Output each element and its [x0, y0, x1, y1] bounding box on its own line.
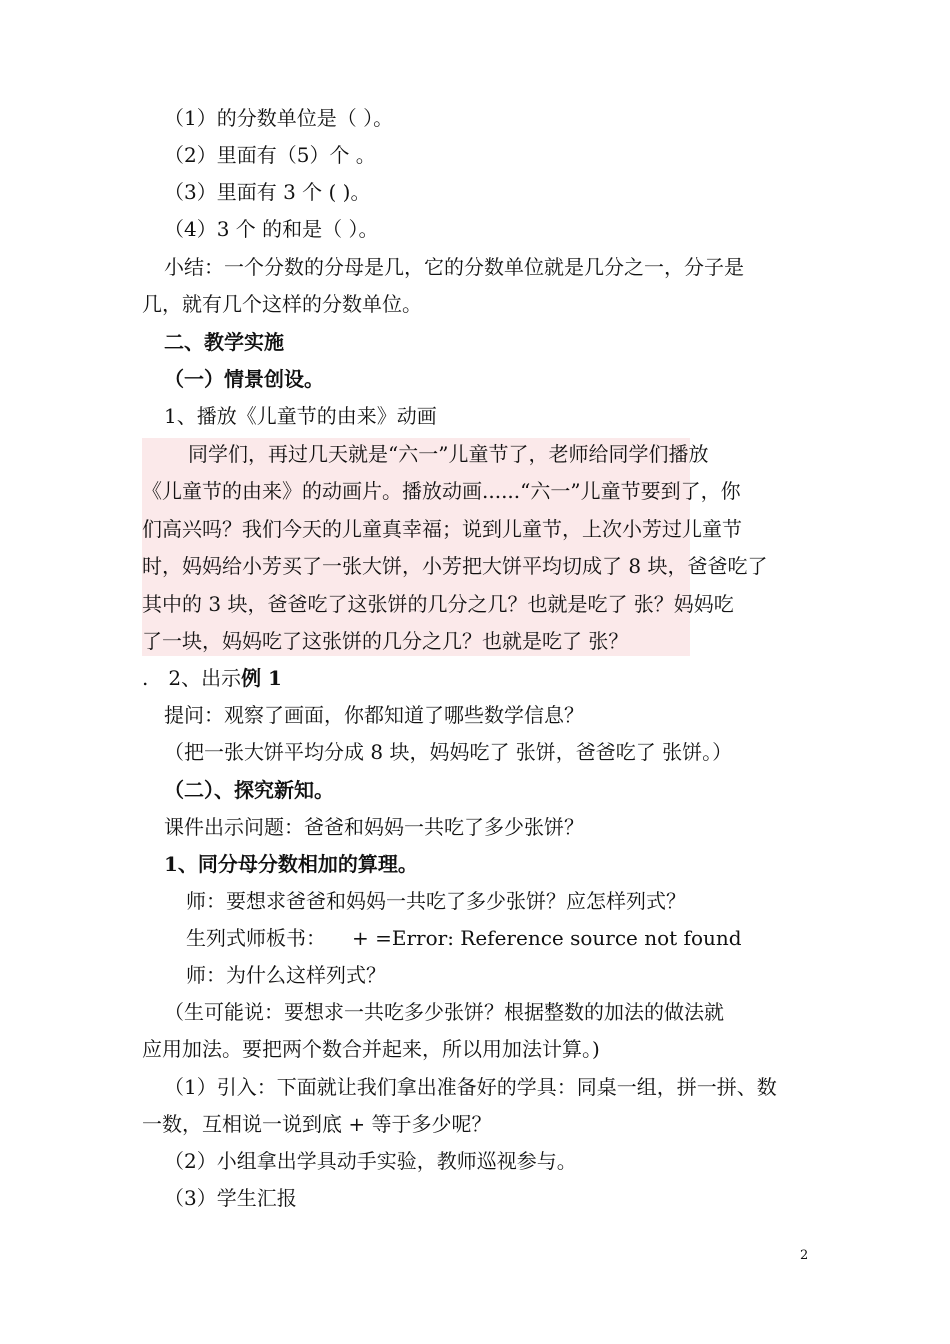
page-number: 2: [800, 1248, 809, 1263]
formula-text: + =Error: Reference source not found: [352, 926, 742, 950]
text-line: （把一张大饼平均分成 8 块，妈妈吃了 张饼，爸爸吃了 张饼。）: [164, 740, 733, 764]
text-line: 应用加法。要把两个数合并起来，所以用加法计算。): [142, 1037, 600, 1061]
text-line: （3）学生汇报: [164, 1186, 297, 1210]
text-line: 提问：观察了画面，你都知道了哪些数学信息？: [164, 703, 584, 727]
text-line: 1、播放《儿童节的由来》动画: [164, 404, 437, 428]
text-line: （3）里面有 3 个 ( )。: [164, 180, 371, 204]
section-heading: 二、教学实施: [164, 330, 284, 354]
text-line: 几，就有几个这样的分数单位。: [142, 292, 422, 316]
dot-marker: .: [142, 666, 149, 690]
text-line: （2）里面有（5）个 。: [164, 143, 376, 167]
text-line: （2）小组拿出学具动手实验，教师巡视参与。: [164, 1149, 577, 1173]
text-line: 了一块，妈妈吃了这张饼的几分之几？也就是吃了 张？: [142, 629, 629, 653]
text-line: 同学们，再过几天就是“六一”儿童节了，老师给同学们播放: [188, 442, 709, 466]
text-line: 师：为什么这样列式？: [186, 963, 386, 987]
board-label: 生列式师板书：: [186, 926, 326, 950]
subsection-heading: 1、同分母分数相加的算理。: [164, 852, 418, 876]
text-line: 一数，互相说一说到底 + 等于多少呢？: [142, 1112, 492, 1136]
text-line: 课件出示问题：爸爸和妈妈一共吃了多少张饼？: [164, 815, 584, 839]
text-line: （4）3 个 的和是（ ）。: [164, 217, 379, 241]
text-line: （1）的分数单位是（ ）。: [164, 106, 394, 130]
text-line: 小结：一个分数的分母是几，它的分数单位就是几分之一，分子是: [164, 255, 744, 279]
text-line: 师：要想求爸爸和妈妈一共吃了多少张饼？应怎样列式？: [186, 889, 686, 913]
text-line: [186, 924, 742, 952]
text-line: （生可能说：要想求一共吃多少张饼？根据整数的加法的做法就: [164, 1000, 724, 1024]
example-label: 例 1: [241, 666, 282, 690]
text-line: （1）引入：下面就让我们拿出准备好的学具：同桌一组，拼一拼、数: [164, 1075, 777, 1099]
text-line: 们高兴吗？我们今天的儿童真幸福；说到儿童节，上次小芳过儿童节: [142, 517, 742, 541]
text-line: 其中的 3 块，爸爸吃了这张饼的几分之几？也就是吃了 张？妈妈吃: [142, 592, 734, 616]
text-line: 时，妈妈给小芳买了一张大饼，小芳把大饼平均切成了 8 块，爸爸吃了: [142, 554, 768, 578]
text-line: 《儿童节的由来》的动画片。播放动画......“六一”儿童节要到了，你: [142, 479, 741, 503]
example-label-prefix: 2、出示: [168, 666, 242, 690]
subsection-heading: （二）、探究新知。: [164, 778, 334, 802]
highlight-band: [142, 438, 690, 656]
subsection-heading: （一）情景创设。: [164, 367, 324, 391]
text-line: [142, 664, 282, 692]
